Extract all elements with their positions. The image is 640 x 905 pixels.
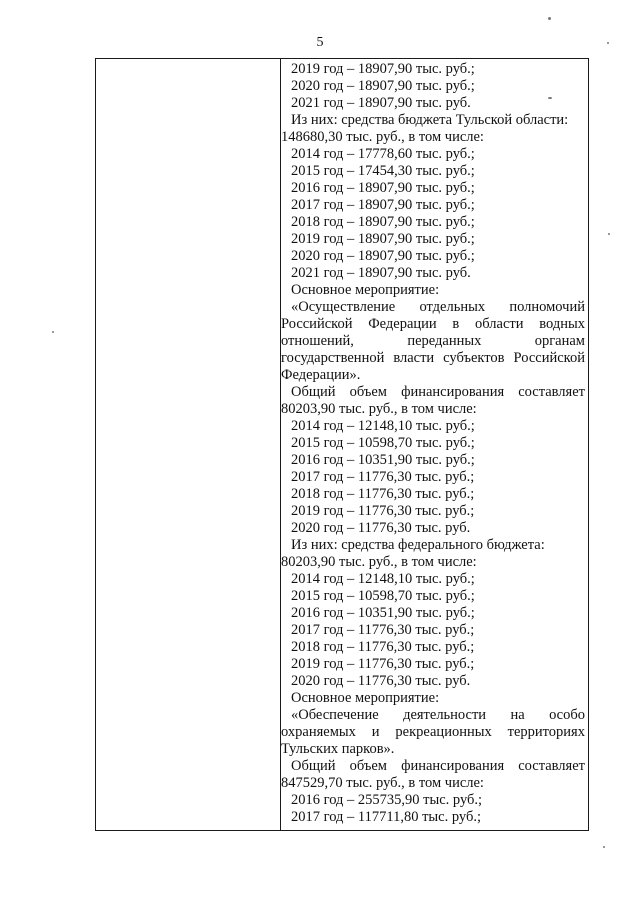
text-line: 2020 год – 11776,30 тыс. руб. (291, 520, 471, 536)
text-line: 2015 год – 17454,30 тыс. руб.; (291, 163, 475, 179)
text-line: Из них: средства бюджета Тульской области: (291, 112, 569, 128)
word: государственной (281, 350, 385, 366)
text-line: 2020 год – 11776,30 тыс. руб. (291, 673, 471, 689)
content-table (95, 58, 589, 831)
word: субъектов (443, 350, 505, 366)
word: финансирования (401, 758, 505, 774)
word: объем (349, 384, 387, 400)
word: охраняемых (281, 724, 356, 740)
text-line: 2017 год – 117711,80 тыс. руб.; (291, 809, 482, 825)
text-line (281, 384, 585, 401)
text-line: 2017 год – 18907,90 тыс. руб.; (291, 197, 475, 213)
text-line: 2018 год – 11776,30 тыс. руб.; (291, 486, 475, 502)
text-line: 2019 год – 11776,30 тыс. руб.; (291, 503, 475, 519)
text-line: 148680,30 тыс. руб., в том числе: (281, 129, 484, 145)
text-line: 2019 год – 18907,90 тыс. руб.; (291, 61, 475, 77)
word: полномочий (509, 299, 585, 315)
word: Российской (513, 350, 585, 366)
word: Российской (281, 316, 353, 332)
text-line: 847529,70 тыс. руб., в том числе: (281, 775, 484, 791)
text-line (281, 707, 585, 724)
word: финансирования (401, 384, 505, 400)
text-line (281, 758, 585, 775)
text-line: Тульских парков». (281, 741, 395, 757)
text-line: 2016 год – 10351,90 тыс. руб.; (291, 605, 475, 621)
word: объем (349, 758, 387, 774)
text-line: 2016 год – 18907,90 тыс. руб.; (291, 180, 475, 196)
text-line: 2015 год – 10598,70 тыс. руб.; (291, 435, 475, 451)
word: «Обеспечение (291, 707, 379, 723)
table-left-column (96, 59, 281, 830)
word: отношений, (281, 333, 354, 349)
text-line: Основное мероприятие: (291, 282, 440, 298)
text-line: 2020 год – 18907,90 тыс. руб.; (291, 78, 475, 94)
text-line: 2017 год – 11776,30 тыс. руб.; (291, 469, 475, 485)
text-line (281, 350, 585, 367)
word: составляет (518, 758, 585, 774)
scan-speck (608, 233, 610, 235)
text-line: 2016 год – 10351,90 тыс. руб.; (291, 452, 475, 468)
text-line (281, 333, 585, 350)
text-line: 2021 год – 18907,90 тыс. руб. (291, 265, 471, 281)
text-line: 2016 год – 255735,90 тыс. руб.; (291, 792, 483, 808)
text-line: 2019 год – 11776,30 тыс. руб.; (291, 656, 475, 672)
word: органам (534, 333, 585, 349)
word: «Осуществление (291, 299, 396, 315)
text-line: 80203,90 тыс. руб., в том числе: (281, 554, 477, 570)
page-number: 5 (316, 35, 324, 50)
word: в (452, 316, 460, 332)
text-line: 2018 год – 18907,90 тыс. руб.; (291, 214, 475, 230)
text-line (281, 299, 585, 316)
text-line: 2014 год – 12148,10 тыс. руб.; (291, 418, 475, 434)
text-line (281, 724, 585, 741)
word: на (510, 707, 525, 723)
text-line: 2017 год – 11776,30 тыс. руб.; (291, 622, 475, 638)
text-line: 2021 год – 18907,90 тыс. руб. (291, 95, 471, 111)
text-line: 2020 год – 18907,90 тыс. руб.; (291, 248, 475, 264)
text-line: 2014 год – 12148,10 тыс. руб.; (291, 571, 475, 587)
text-line: 2018 год – 11776,30 тыс. руб.; (291, 639, 475, 655)
table-right-column (281, 61, 585, 830)
word: области (475, 316, 524, 332)
text-line: 80203,90 тыс. руб., в том числе: (281, 401, 477, 417)
word: водных (539, 316, 585, 332)
word: Общий (291, 384, 336, 400)
scan-speck (548, 17, 551, 20)
word: составляет (518, 384, 585, 400)
word: рекреационных (395, 724, 492, 740)
text-line: Основное мероприятие: (291, 690, 440, 706)
text-line: 2015 год – 10598,70 тыс. руб.; (291, 588, 475, 604)
scan-speck (52, 331, 54, 333)
scan-speck (603, 846, 605, 848)
word: отдельных (419, 299, 486, 315)
word: и (371, 724, 380, 740)
word: Федерации (368, 316, 437, 332)
text-line (281, 316, 585, 333)
word: особо (549, 707, 585, 723)
text-line: Из них: средства федерального бюджета: (291, 537, 545, 553)
word: территориях (507, 724, 585, 740)
scan-speck (607, 42, 609, 44)
text-line: 2014 год – 17778,60 тыс. руб.; (291, 146, 475, 162)
text-line: Федерации». (281, 367, 361, 383)
word: деятельности (403, 707, 487, 723)
word: власти (393, 350, 435, 366)
scan-speck (548, 97, 552, 99)
word: переданных (407, 333, 482, 349)
text-line: 2019 год – 18907,90 тыс. руб.; (291, 231, 475, 247)
word: Общий (291, 758, 336, 774)
